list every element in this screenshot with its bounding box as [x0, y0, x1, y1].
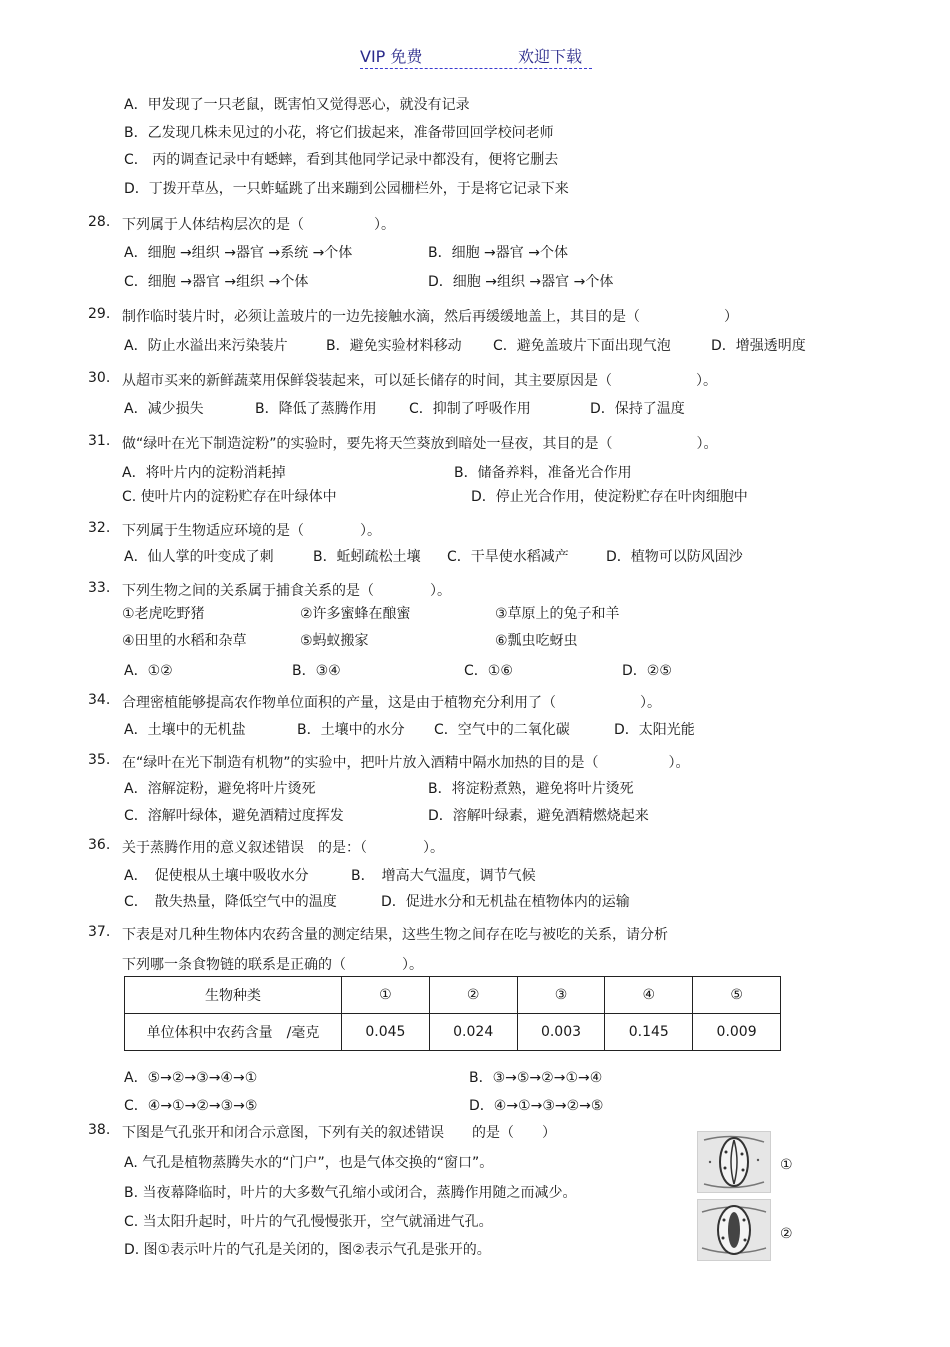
q33-option-a: A．①② — [124, 663, 173, 679]
stoma-open-figure — [697, 1199, 771, 1261]
q37-option-c: C．④→①→②→③→⑤ — [124, 1098, 258, 1114]
q29-option-b: B．避免实验材料移动 — [326, 338, 462, 354]
q36-stem: 关于蒸腾作用的意义叙述错误 的是：（ ）。 — [122, 840, 444, 856]
q32-option-b: B．蚯蚓疏松土壤 — [313, 549, 421, 565]
table-row-label: 单位体积中农药含量 /毫克 — [125, 1014, 342, 1051]
figure-label-2: ② — [780, 1226, 793, 1242]
q33-number: 33. — [88, 580, 111, 596]
q35-option-a: A．溶解淀粉，避免将叶片烫死 — [124, 781, 316, 797]
q29-option-d: D．增强透明度 — [711, 338, 806, 354]
table-cell: 0.024 — [429, 1014, 517, 1051]
q38-option-b: B. 当夜幕降临时，叶片的大多数气孔缩小或闭合，蒸腾作用随之而减少。 — [124, 1185, 577, 1201]
q31-stem: 做“绿叶在光下制造淀粉”的实验时，要先将天竺葵放到暗处一昼夜，其目的是（ ）。 — [122, 436, 718, 452]
q31-number: 31. — [88, 433, 111, 449]
q32-option-c: C．干旱使水稻减产 — [447, 549, 569, 565]
q38-option-c: C. 当太阳升起时，叶片的气孔慢慢张开，空气就涌进气孔。 — [124, 1214, 493, 1230]
table-header-cell: ② — [429, 977, 517, 1014]
q34-stem: 合理密植能够提高农作物单位面积的产量，这是由于植物充分利用了（ ）。 — [122, 695, 661, 711]
table-header-cell: ③ — [517, 977, 605, 1014]
q31-option-b: B．储备养料，准备光合作用 — [454, 465, 632, 481]
q34-option-c: C．空气中的二氧化碳 — [434, 722, 570, 738]
table-cell: 0.145 — [605, 1014, 693, 1051]
q37-option-b: B．③→⑤→②→①→④ — [469, 1070, 603, 1086]
q35-stem: 在“绿叶在光下制造有机物”的实验中，把叶片放入酒精中隔水加热的目的是（ ）。 — [122, 755, 690, 771]
q34-option-d: D．太阳光能 — [614, 722, 695, 738]
figure-label-1: ① — [780, 1157, 793, 1173]
q28-stem: 下列属于人体结构层次的是（ ）。 — [122, 217, 395, 233]
q37-stem-line2: 下列哪一条食物链的联系是正确的（ ）。 — [122, 957, 423, 973]
q35-number: 35. — [88, 752, 111, 768]
q33-item-2: ②许多蜜蜂在酿蜜 — [300, 606, 411, 622]
table-header-cell: ⑤ — [693, 977, 781, 1014]
header-download: 欢迎下载 — [518, 47, 583, 66]
q27-option-d: D．丁拨开草丛，一只蚱蜢跳了出来蹦到公园栅栏外，于是将它记录下来 — [124, 181, 569, 197]
q38-option-a: A. 气孔是植物蒸腾失水的“门户”，也是气体交换的“窗口”。 — [124, 1155, 494, 1171]
q38-option-d: D. 图①表示叶片的气孔是关闭的，图②表示气孔是张开的。 — [124, 1242, 491, 1258]
q30-option-b: B．降低了蒸腾作用 — [255, 401, 377, 417]
q29-option-a: A．防止水溢出来污染装片 — [124, 338, 288, 354]
q33-option-d: D．②⑤ — [622, 663, 672, 679]
q35-option-b: B．将淀粉煮熟，避免将叶片烫死 — [428, 781, 634, 797]
q35-option-c: C．溶解叶绿体，避免酒精过度挥发 — [124, 808, 344, 824]
q32-number: 32. — [88, 520, 111, 536]
table-header-species: 生物种类 — [125, 977, 342, 1014]
q33-item-4: ④田里的水稻和杂草 — [122, 633, 247, 649]
q31-option-c: C. 使叶片内的淀粉贮存在叶绿体中 — [122, 489, 337, 505]
q38-number: 38. — [88, 1122, 111, 1138]
q33-item-1: ①老虎吃野猪 — [122, 606, 205, 622]
q28-option-c: C．细胞 →器官 →组织 →个体 — [124, 274, 309, 290]
q28-option-d: D．细胞 →组织 →器官 →个体 — [428, 274, 614, 290]
q30-stem: 从超市买来的新鲜蔬菜用保鲜袋装起来，可以延长储存的时间，其主要原因是（ ）。 — [122, 373, 717, 389]
stoma-closed-figure — [697, 1131, 771, 1193]
q31-option-a: A．将叶片内的淀粉消耗掉 — [122, 465, 286, 481]
table-cell: 0.009 — [693, 1014, 781, 1051]
q27-option-c: C． 丙的调查记录中有蟋蟀，看到其他同学记录中都没有，便将它删去 — [124, 152, 559, 168]
q28-option-a: A．细胞 →组织 →器官 →系统 →个体 — [124, 245, 353, 261]
table-row — [125, 1014, 781, 1051]
q36-number: 36. — [88, 837, 111, 853]
q33-item-6: ⑥瓢虫吃蚜虫 — [495, 633, 578, 649]
table-cell: 0.003 — [517, 1014, 605, 1051]
q34-option-b: B．土壤中的水分 — [297, 722, 405, 738]
q30-option-d: D．保持了温度 — [590, 401, 685, 417]
pesticide-table — [124, 976, 781, 1051]
q35-option-d: D．溶解叶绿素，避免酒精燃烧起来 — [428, 808, 649, 824]
q33-stem: 下列生物之间的关系属于捕食关系的是（ ）。 — [122, 583, 451, 599]
q30-option-c: C．抑制了呼吸作用 — [409, 401, 531, 417]
table-row — [125, 977, 781, 1014]
q37-option-d: D．④→①→③→②→⑤ — [469, 1098, 604, 1114]
header-vip: VIP 免费 — [360, 47, 423, 66]
q33-option-b: B．③④ — [292, 663, 341, 679]
q28-option-b: B．细胞 →器官 →个体 — [428, 245, 568, 261]
q29-number: 29. — [88, 306, 111, 322]
q29-option-c: C．避免盖玻片下面出现气泡 — [493, 338, 671, 354]
q33-item-3: ③草原上的兔子和羊 — [495, 606, 620, 622]
q27-option-b: B．乙发现几株未见过的小花，将它们拔起来，准备带回回学校问老师 — [124, 125, 554, 141]
q28-number: 28. — [88, 214, 111, 230]
q34-option-a: A．土壤中的无机盐 — [124, 722, 246, 738]
q32-stem: 下列属于生物适应环境的是（ ）。 — [122, 523, 381, 539]
q29-stem: 制作临时装片时，必须让盖玻片的一边先接触水滴，然后再缓缓地盖上，其目的是（ ） — [122, 309, 738, 325]
q30-option-a: A．减少损失 — [124, 401, 204, 417]
stoma-closed-icon — [698, 1132, 770, 1192]
q32-option-a: A．仙人掌的叶变成了刺 — [124, 549, 274, 565]
table-cell: 0.045 — [342, 1014, 430, 1051]
stoma-open-icon — [698, 1200, 770, 1260]
q37-option-a: A．⑤→②→③→④→① — [124, 1070, 258, 1086]
q36-option-a: A． 促使根从土壤中吸收水分 — [124, 868, 309, 884]
q33-option-c: C．①⑥ — [464, 663, 513, 679]
q36-option-d: D．促进水分和无机盐在植物体内的运输 — [381, 894, 630, 910]
table-header-cell: ④ — [605, 977, 693, 1014]
q36-option-b: B． 增高大气温度，调节气候 — [351, 868, 536, 884]
q32-option-d: D．植物可以防风固沙 — [606, 549, 743, 565]
q34-number: 34. — [88, 692, 111, 708]
q36-option-c: C． 散失热量，降低空气中的温度 — [124, 894, 337, 910]
page-header — [360, 44, 592, 69]
q37-stem-line1: 下表是对几种生物体内农药含量的测定结果，这些生物之间存在吃与被吃的关系，请分析 — [122, 927, 668, 943]
q38-stem: 下图是气孔张开和闭合示意图，下列有关的叙述错误 的是（ ） — [122, 1125, 556, 1141]
q37-number: 37. — [88, 924, 111, 940]
table-header-cell: ① — [342, 977, 430, 1014]
q30-number: 30. — [88, 370, 111, 386]
q31-option-d: D．停止光合作用，使淀粉贮存在叶肉细胞中 — [471, 489, 748, 505]
q27-option-a: A．甲发现了一只老鼠，既害怕又觉得恶心，就没有记录 — [124, 97, 470, 113]
q33-item-5: ⑤蚂蚁搬家 — [300, 633, 369, 649]
